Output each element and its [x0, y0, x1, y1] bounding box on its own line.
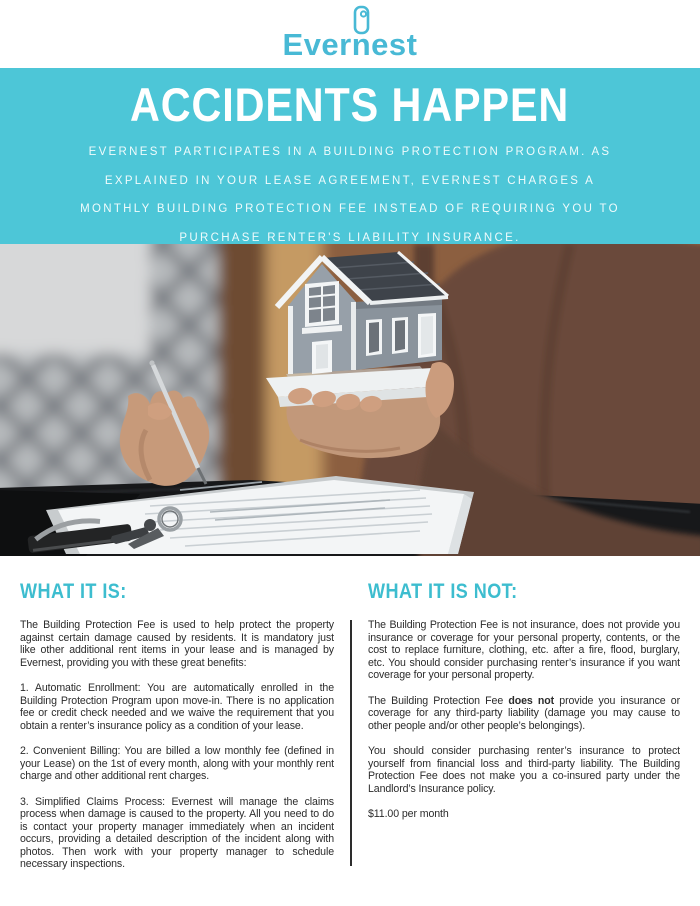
- what-it-is-not-heading: WHAT IT IS NOT:: [368, 580, 518, 603]
- what-it-is-not-section: [368, 580, 680, 884]
- not-paragraph: The Building Protection Fee is not insurance, does not provide you insurance or coverage for your personal property, contents, or the cost to replace furniture, clothing, etc. after a fire, flood, burglary, etc. You should consider purchasing renter’s insurance if you want coverage for your personal property.: [368, 619, 680, 682]
- not-paragraph: The Building Protection Fee does not provide you insurance or coverage for any third-party liability (damage you may cause to other people and/or other people’s belongings).: [368, 694, 681, 732]
- logo-text: Evernest: [282, 27, 418, 62]
- price-text: $11.00 per month: [368, 808, 449, 821]
- banner-subtitle-line: EXPLAINED IN YOUR LEASE AGREEMENT, EVERNEST CHARGES A: [104, 174, 596, 187]
- what-it-is-section: [20, 580, 334, 884]
- what-it-is-heading: WHAT IT IS:: [20, 580, 127, 603]
- benefit-item: 1. Automatic Enrollment: You are automatically enrolled in the Building Protection Program upon move-in. There is no application fee or credit check needed and we waive the requirement that you obtain a renter’s insurance policy as a condition of your lease.: [20, 682, 334, 732]
- banner-subtitle-line: EVERNEST PARTICIPATES IN A BUILDING PROTECTION PROGRAM. AS: [88, 146, 612, 159]
- banner-title: ACCIDENTS HAPPEN: [130, 78, 570, 131]
- banner-subtitle: [40, 138, 660, 244]
- key-icon: [353, 5, 370, 37]
- evernest-logo: [283, 29, 418, 68]
- banner-subtitle-line: MONTHLY BUILDING PROTECTION FEE INSTEAD OF REQUIRING YOU TO: [80, 203, 620, 216]
- what-it-is-intro: The Building Protection Fee is used to help protect the property against certain damage caused by residents. It is mandatory just like other additional rent items in your lease and is managed by Evernest, providing you with these great benefits:: [20, 619, 334, 669]
- benefit-item: 2. Convenient Billing: You are billed a low monthly fee (defined in your Lease) on the 1st of every month, along with your monthly rent charge and other additional rent charges.: [20, 745, 334, 783]
- body-columns: [0, 556, 700, 884]
- banner-subtitle-line: PURCHASE RENTER'S LIABILITY INSURANCE.: [179, 231, 521, 244]
- benefit-item: 3. Simplified Claims Process: Evernest will manage the claims process when damage is caused to the property. All you need to do is contact your property manager immediately when an incident occurs, providing a detailed description of the incident along with photos. Then work with your property manager to schedule necessary inspections.: [20, 795, 334, 871]
- hero-banner: [0, 68, 700, 244]
- column-divider: [350, 620, 352, 866]
- not-paragraph: You should consider purchasing renter’s insurance to protect yourself from financial loss and third-party liability. The Building Protection Fee does not make you a co-insured party under the Landlord’s Insurance policy.: [368, 745, 680, 795]
- hero-photo: [0, 244, 700, 556]
- logo-header: [0, 0, 700, 68]
